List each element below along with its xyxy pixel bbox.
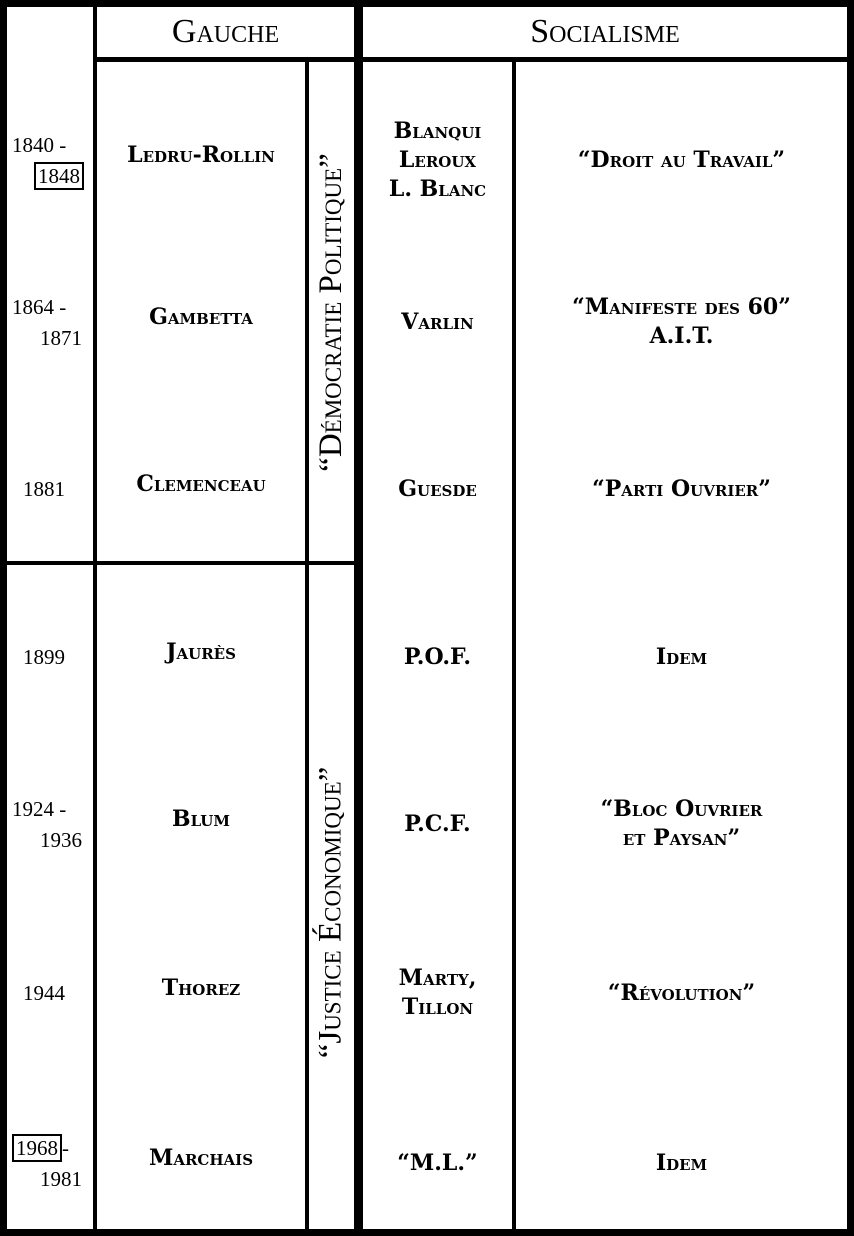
socialist-name: “M.L.” (397, 1149, 478, 1176)
gauche-leader (97, 115, 305, 195)
gauche-leader-name: Blum (171, 805, 230, 832)
socialist-name: P.O.F. (403, 643, 472, 670)
header-socialisme: Socialisme (530, 13, 680, 50)
gauche-leader (97, 612, 305, 692)
year-end: 1981 (40, 1167, 82, 1191)
slogan-line: A.I.T. (649, 323, 714, 349)
year-cell (9, 792, 93, 856)
year-start: 1899 (23, 645, 65, 669)
socialist-slogan (516, 607, 847, 707)
socialist-name: Blanqui (393, 117, 482, 144)
year-dash: - (62, 1136, 69, 1160)
socialist-name: P.C.F. (404, 810, 471, 837)
year-start: 1864 - (12, 295, 67, 319)
year-start: 1924 - (12, 797, 67, 821)
year-cell (9, 1131, 93, 1195)
socialist-name: Guesde (398, 475, 477, 502)
gauche-leader (97, 779, 305, 859)
socialist-slogan (516, 110, 847, 210)
label-justice-economique: “Justice Économique” (312, 766, 349, 1058)
year-cell (9, 457, 93, 521)
socialist-name: Leroux (398, 146, 477, 173)
rule-gauche-inner (305, 61, 309, 1229)
gauche-leader-name: Clemenceau (136, 470, 266, 497)
gauche-leader-name: Marchais (148, 1144, 254, 1171)
year-start-boxed: 1968 (12, 1134, 62, 1162)
slogan-line: “Droit au Travail” (577, 146, 786, 173)
year-cell (9, 625, 93, 689)
label-democratie-politique: “Démocratie Politique” (312, 152, 349, 472)
gauche-leader (97, 444, 305, 524)
slogan-line: et Paysan” (622, 825, 741, 851)
socialist-slogan (516, 272, 847, 372)
socialist-slogan (516, 943, 847, 1043)
socialist-name: L. Blanc (388, 175, 487, 202)
rule-header-bottom (93, 57, 847, 62)
gauche-leader-name: Ledru-Rollin (127, 141, 275, 168)
year-start: 1944 (23, 981, 65, 1005)
year-cell (9, 961, 93, 1025)
year-end: 1871 (40, 326, 82, 350)
socialist-figures (363, 110, 512, 210)
gauche-leader-name: Gambetta (149, 303, 253, 330)
socialist-figures (363, 1113, 512, 1213)
slogan-line: “Manifeste des 60” (572, 294, 791, 320)
gauche-leader (97, 948, 305, 1028)
header-gauche: Gauche (171, 13, 280, 50)
socialist-name: Marty, (398, 965, 477, 991)
socialist-slogan (516, 1113, 847, 1213)
socialist-figures (363, 607, 512, 707)
socialist-figures (363, 943, 512, 1043)
year-cell (9, 290, 93, 354)
year-end-boxed: 1848 (34, 162, 84, 190)
socialist-name: Varlin (401, 308, 474, 335)
socialist-figures (363, 774, 512, 874)
year-start: 1840 - (12, 133, 67, 157)
rule-period-split (7, 561, 358, 565)
slogan-line: Idem (655, 643, 708, 670)
gauche-leader (97, 277, 305, 357)
socialist-slogan (516, 774, 847, 874)
year-cell (9, 128, 93, 192)
gauche-leader-name: Thorez (161, 974, 241, 1001)
slogan-line: “Révolution” (607, 979, 756, 1006)
socialist-figures (363, 272, 512, 372)
slogan-line: “Parti Ouvrier” (592, 475, 771, 502)
year-start: 1881 (23, 477, 65, 501)
gauche-leader (97, 1118, 305, 1198)
slogan-line: “Bloc Ouvrier (600, 796, 763, 822)
slogan-line: Idem (655, 1149, 708, 1176)
year-start (12, 1133, 69, 1163)
socialist-figures (363, 439, 512, 539)
socialist-name: Tillon (401, 994, 474, 1020)
gauche-leader-name: Jaurès (166, 638, 236, 665)
year-end: 1936 (40, 828, 82, 852)
year-end (34, 161, 84, 191)
socialist-slogan (516, 439, 847, 539)
